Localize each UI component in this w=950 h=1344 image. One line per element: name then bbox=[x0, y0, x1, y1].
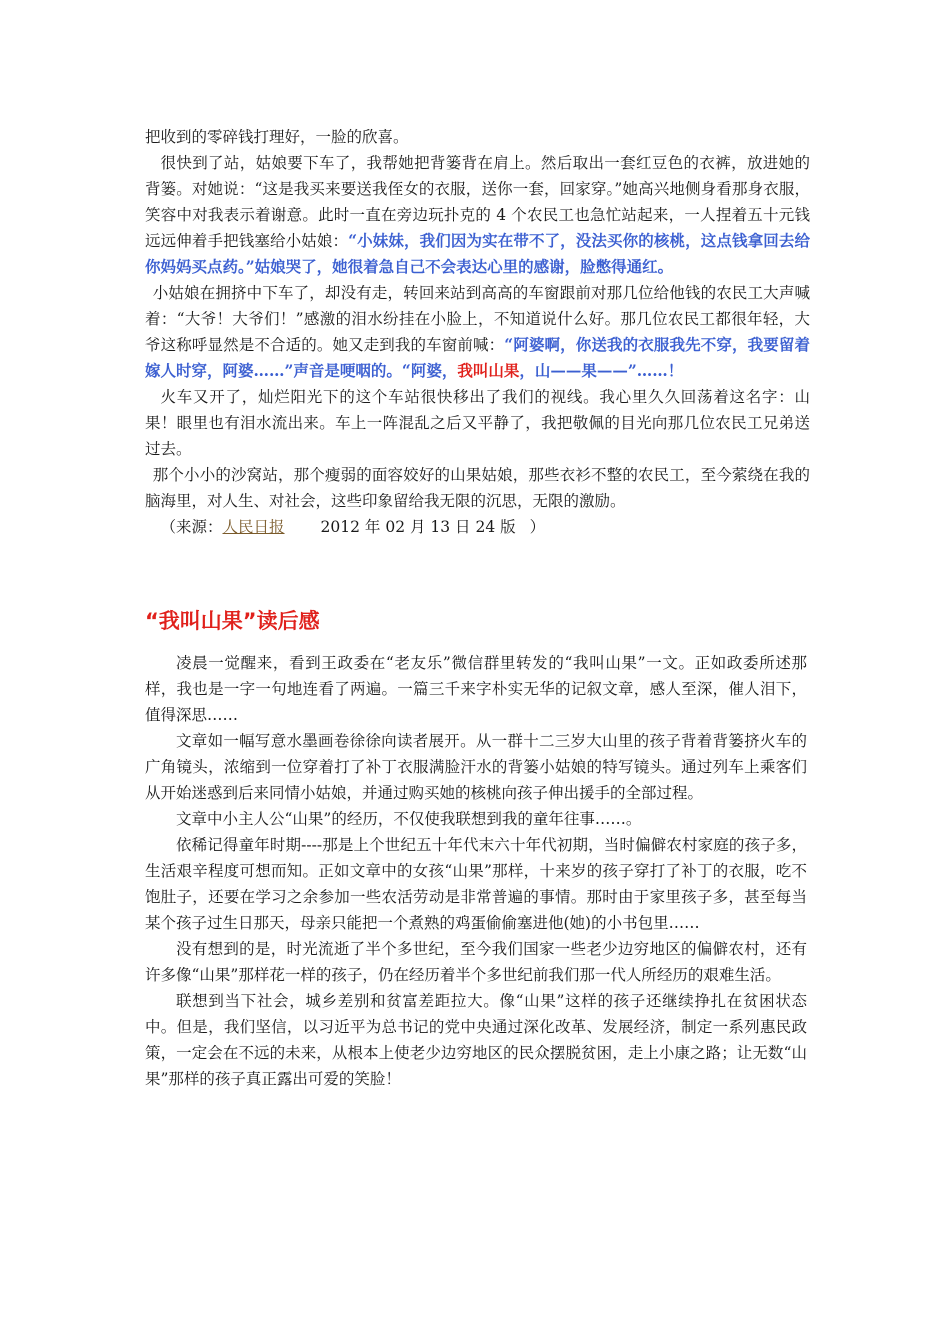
article-text: 小姑娘在拥挤中下车了，却没有走，转回来站到高高的车窗跟前对那几位给他钱的农民工大声喊着：“大爷！大爷们！”感激的泪水纷挂在小脸上，不知道说什么好。那几位农民工都很年轻，大爷这称呼显然是不合适的。她又走到我的车窗前喊： bbox=[145, 284, 810, 354]
article-paragraph bbox=[145, 280, 810, 384]
review-paragraph: 没有想到的是，时光流逝了半个多世纪，至今我们国家一些老少边穷地区的偏僻农村，还有许多像“山果”那样花一样的孩子，仍在经历着半个多世纪前我们那一代人所经历的艰难生活。 bbox=[145, 940, 807, 984]
article-continuation bbox=[145, 124, 810, 540]
article-paragraph bbox=[145, 150, 810, 280]
review-body bbox=[145, 650, 807, 1092]
review-paragraph: 文章如一幅写意水墨画卷徐徐向读者展开。从一群十二三岁大山里的孩子背着背篓挤火车的广角镜头，浓缩到一位穿着打了补丁衣服满脸汗水的背篓小姑娘的特写镜头。通过列车上乘客们从开始迷惑到后来同情小姑娘，并通过购买她的核桃向孩子伸出援手的全部过程。 bbox=[145, 732, 807, 802]
highlighted-name: 我叫山果 bbox=[457, 361, 520, 380]
source-prefix: （来源： bbox=[160, 518, 223, 536]
highlighted-quote: “小妹妹，我们因为实在带不了，没法买你的核桃，这点钱拿回去给你妈妈买点药。”姑娘哭了，她很着急自己不会表达心里的感谢，脸憋得通红。 bbox=[145, 231, 810, 276]
review-paragraph: 依稀记得童年时期----那是上个世纪五十年代末六十年代初期，当时偏僻农村家庭的孩子多，生活艰辛程度可想而知。正如文章中的女孩“山果”那样，十来岁的孩子穿打了补丁的衣服，吃不饱肚子，还要在学习之余参加一些农活劳动是非常普遍的事情。那时由于家里孩子多，甚至每当某个孩子过生日那天，母亲只能把一个煮熟的鸡蛋偷偷塞进他(她)的小书包里…… bbox=[145, 836, 807, 932]
review-paragraph: 凌晨一觉醒来，看到王政委在“老友乐”微信群里转发的“我叫山果”一文。正如政委所述那样，我也是一字一句地连看了两遍。一篇三千来字朴实无华的记叙文章，感人至深，催人泪下，值得深思…… bbox=[145, 654, 807, 724]
article-paragraph bbox=[145, 384, 810, 462]
source-link[interactable]: 人民日报 bbox=[222, 518, 285, 536]
source-suffix: ） bbox=[529, 518, 546, 536]
highlighted-quote: “阿婆啊，你送我的衣服我先不穿，我要留着嫁人时穿，阿婆……”声音是哽咽的。“阿婆， bbox=[145, 335, 810, 380]
review-paragraph: 文章中小主人公“山果”的经历，不仅使我联想到我的童年往事……。 bbox=[176, 810, 642, 828]
source-date: 2012 年 02 月 13 日 24 版 bbox=[320, 518, 516, 536]
article-text: 把收到的零碎钱打理好，一脸的欣喜。 bbox=[145, 128, 409, 146]
article-text: 火车又开了，灿烂阳光下的这个车站很快移出了我们的视线。我心里久久回荡着这名字：山果！眼里也有泪水流出来。车上一阵混乱之后又平静了，我把敬佩的目光向那几位农民工兄弟送过去。 bbox=[145, 388, 810, 458]
highlighted-quote: ，山——果——”……！ bbox=[519, 361, 684, 380]
article-paragraph bbox=[145, 462, 810, 514]
review-title: “我叫山果”读后感 bbox=[145, 609, 320, 633]
article-paragraph bbox=[145, 124, 810, 150]
source-line bbox=[145, 514, 810, 540]
article-text: 那个小小的沙窝站，那个瘦弱的面容姣好的山果姑娘，那些衣衫不整的农民工，至今萦绕在我的脑海里，对人生、对社会，这些印象留给我无限的沉思，无限的激励。 bbox=[145, 466, 810, 510]
review-paragraph: 联想到当下社会，城乡差别和贫富差距拉大。像“山果”这样的孩子还继续挣扎在贫困状态中。但是，我们坚信，以习近平为总书记的党中央通过深化改革、发展经济，制定一系列惠民政策，一定会在不远的未来，从根本上使老少边穷地区的民众摆脱贫困，走上小康之路；让无数“山果”那样的孩子真正露出可爱的笑脸！ bbox=[145, 992, 807, 1088]
article-text: 很快到了站，姑娘要下车了，我帮她把背篓背在肩上。然后取出一套红豆色的衣裤，放进她的背篓。对她说：“这是我买来要送我侄女的衣服，送你一套，回家穿。”她高兴地侧身看那身衣服，笑容中对我表示着谢意。此时一直在旁边玩扑克的 4 个农民工也急忙站起来，一人捏着五十元钱远远伸着手把钱塞给小姑娘： bbox=[145, 154, 810, 250]
